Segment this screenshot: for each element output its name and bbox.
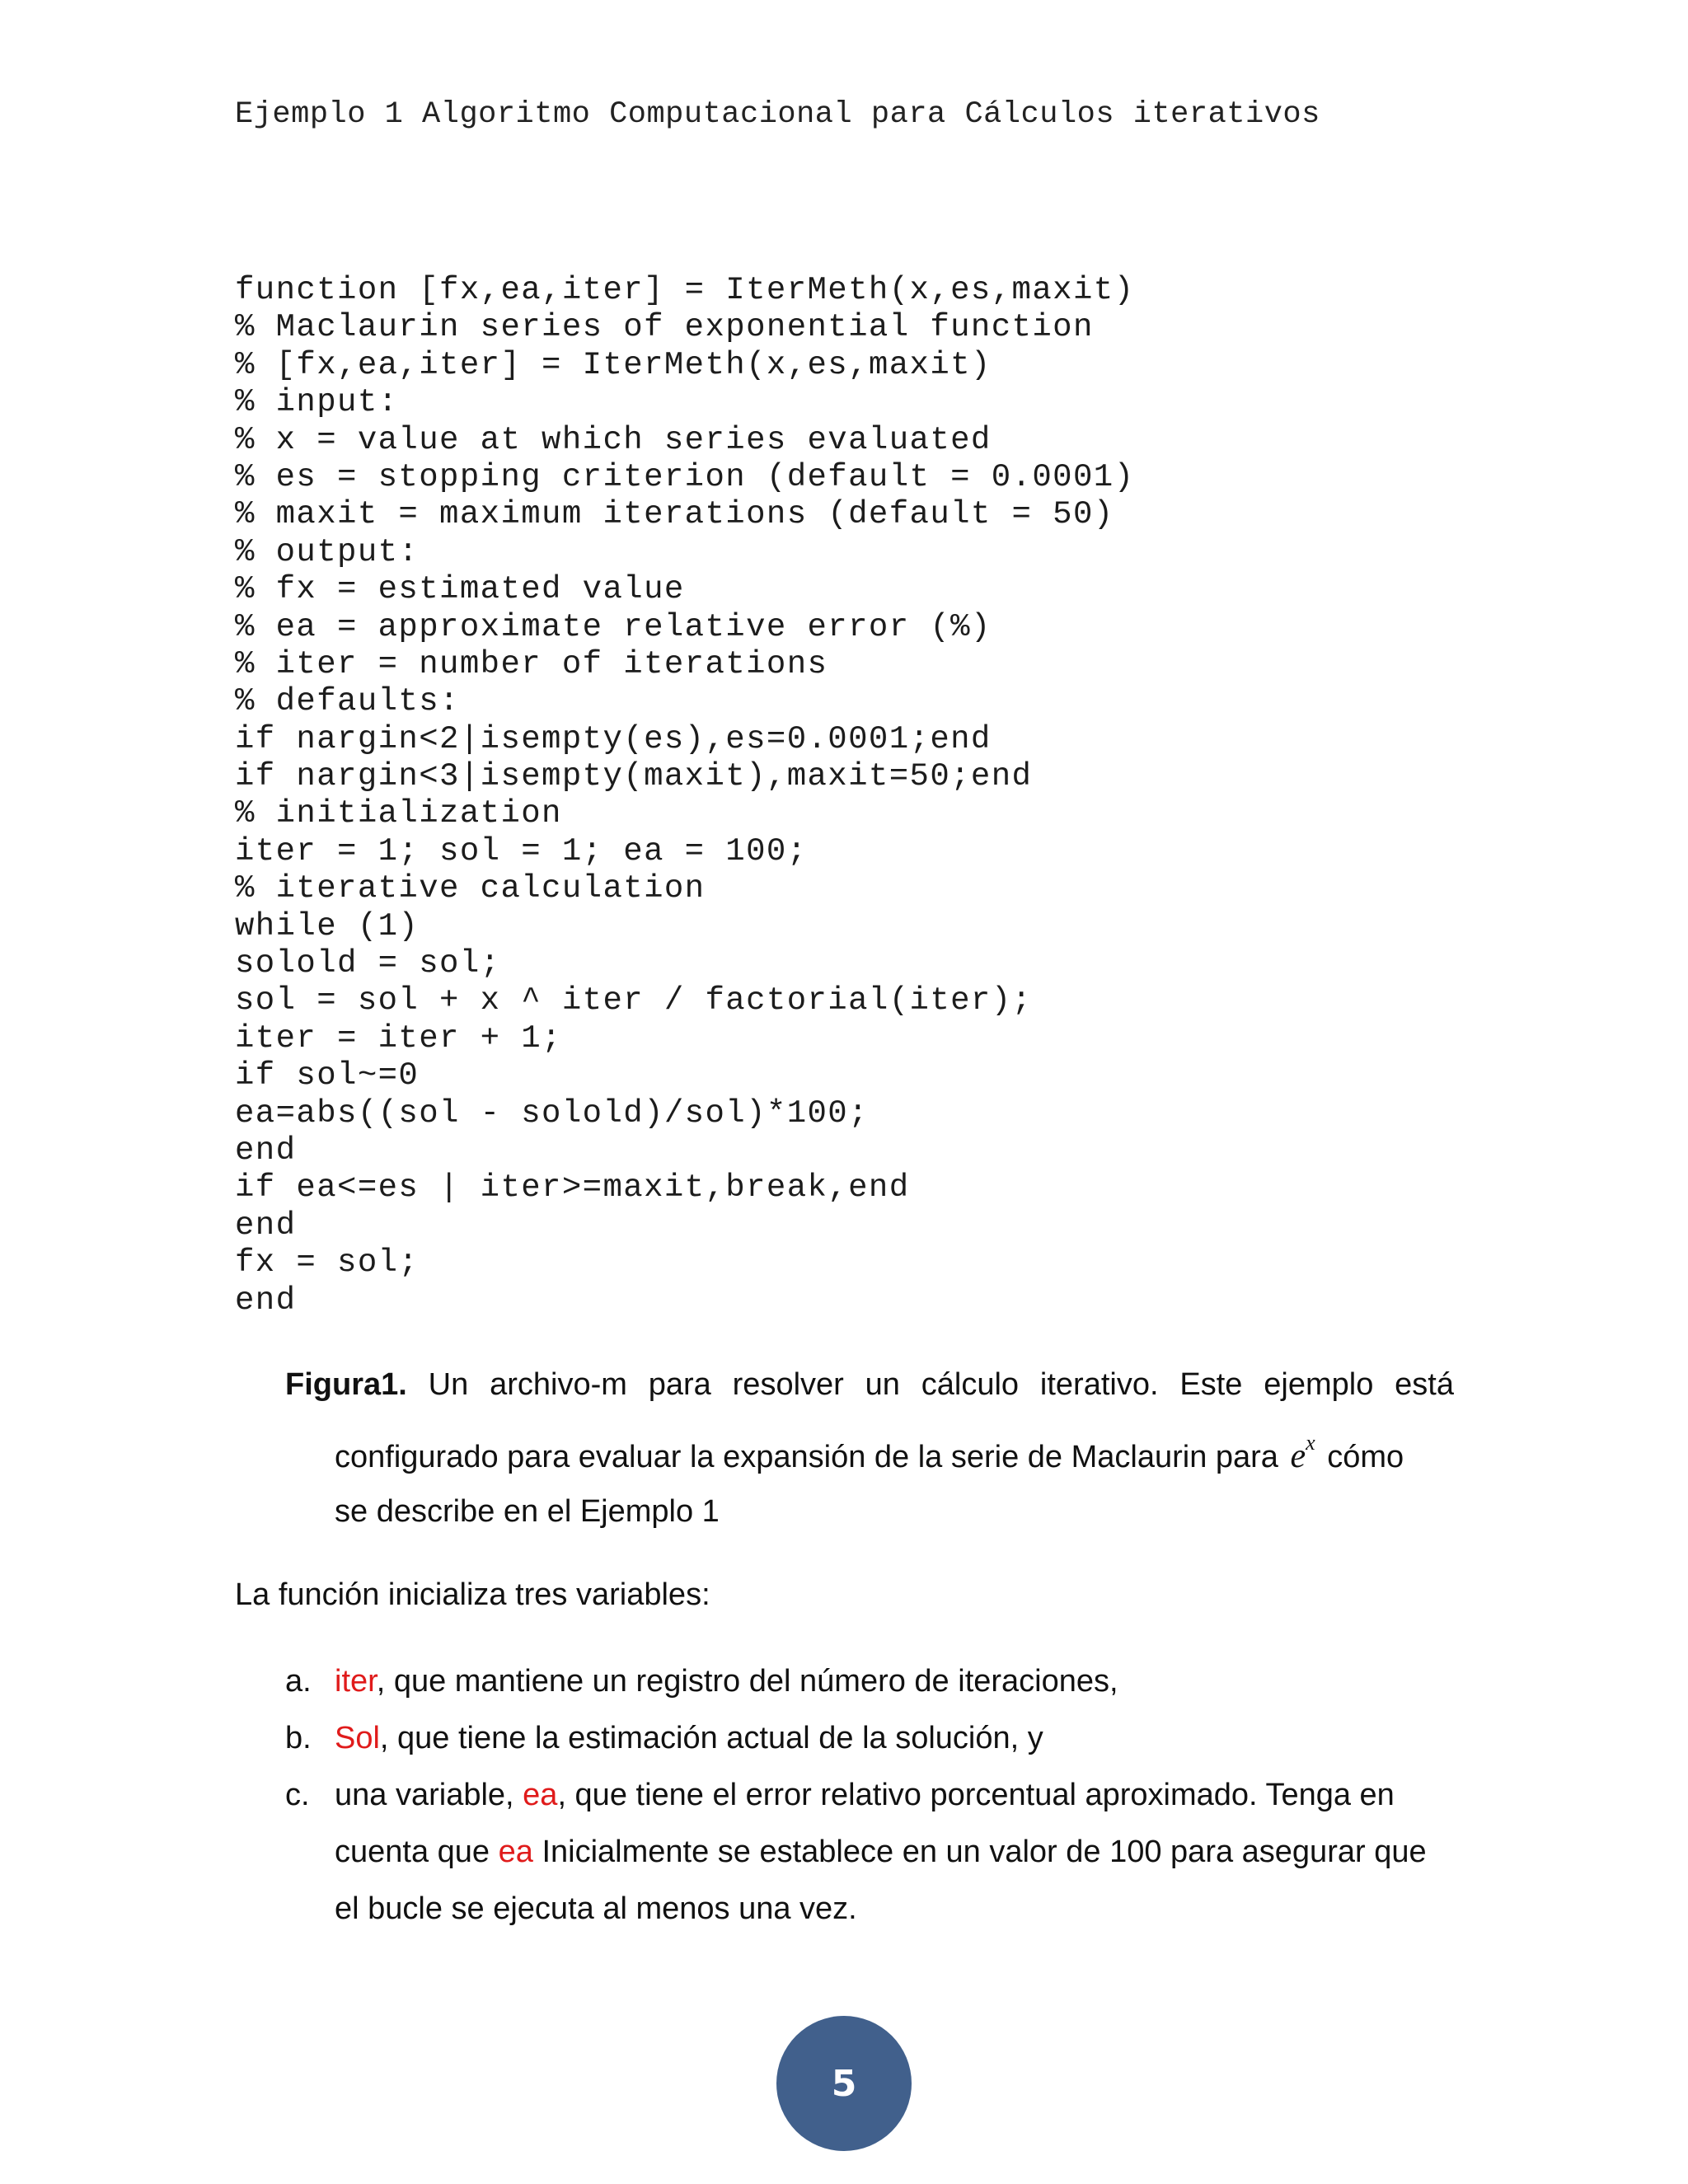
code-line: if sol~=0 — [235, 1057, 420, 1094]
list-text: , que mantiene un registro del número de iteraciones, — [376, 1664, 1118, 1699]
code-line: % maxit = maximum iterations (default = 50) — [235, 496, 1114, 533]
figure-caption — [285, 1361, 1454, 1539]
code-line: if ea<=es | iter>=maxit,break,end — [235, 1169, 910, 1207]
code-line: if nargin<2|isempty(es),es=0.0001;end — [235, 720, 992, 757]
code-line: % x = value at which series evaluated — [235, 421, 992, 458]
intro-paragraph: La función inicializa tres variables: — [235, 1577, 710, 1612]
list-item — [285, 1767, 1456, 1938]
code-line: % initialization — [235, 795, 562, 832]
code-line: % [fx,ea,iter] = IterMeth(x,es,maxit) — [235, 346, 992, 383]
code-line: iter = 1; sol = 1; ea = 100; — [235, 832, 808, 869]
caption-line-1 — [285, 1361, 1454, 1408]
code-line: sol = sol + x ^ iter / factorial(iter); — [235, 982, 1033, 1019]
list-text: una variable, — [335, 1778, 523, 1812]
list-text: , que tiene el error relativo porcentual aproximado. Tenga en cuenta que — [335, 1778, 1395, 1869]
var-ea: ea — [523, 1778, 558, 1812]
caption-label: Figura1. — [285, 1367, 407, 1402]
code-line: ea=abs((sol - solold)/sol)*100; — [235, 1094, 869, 1132]
code-line: % iterative calculation — [235, 870, 706, 907]
exp-base: e — [1290, 1437, 1306, 1475]
code-line: % Maclaurin series of exponential function — [235, 309, 1094, 346]
caption-text-2b: cómo — [1327, 1440, 1404, 1474]
code-line: end — [235, 1282, 297, 1319]
list-marker: b. — [285, 1721, 312, 1755]
caption-text-2: configurado para evaluar la expansión de la serie de Maclaurin para — [335, 1440, 1278, 1474]
exponential-formula — [1287, 1431, 1319, 1475]
code-line: solold = sol; — [235, 945, 501, 982]
exp-power: x — [1306, 1431, 1315, 1455]
code-line: iter = iter + 1; — [235, 1019, 562, 1057]
list-text: , que tiene la estimación actual de la solución, y — [379, 1721, 1043, 1755]
list-item — [285, 1653, 1456, 1710]
variables-list — [285, 1653, 1456, 1938]
code-line: % defaults: — [235, 683, 460, 720]
code-line: % input: — [235, 384, 399, 421]
list-marker: a. — [285, 1664, 312, 1699]
code-line: % ea = approximate relative error (%) — [235, 608, 992, 645]
code-line: % fx = estimated value — [235, 571, 685, 608]
caption-text-1: Un archivo-m para resolver un cálculo iterativo. Este ejemplo está — [428, 1367, 1455, 1402]
code-line: end — [235, 1207, 297, 1244]
caption-line-2 — [335, 1421, 1454, 1484]
list-marker: c. — [285, 1778, 310, 1812]
var-iter: iter — [335, 1664, 377, 1699]
list-text: Inicialmente se establece en un valor de 100 para asegurar que el bucle se ejecuta al menos una vez. — [335, 1835, 1427, 1926]
page-header: Ejemplo 1 Algoritmo Computacional para Cálculos iterativos — [235, 97, 1320, 132]
caption-line-3: se describe en el Ejemplo 1 — [335, 1494, 720, 1529]
code-line: % es = stopping criterion (default = 0.0001) — [235, 458, 1135, 495]
page-number-badge: 5 — [776, 2016, 912, 2151]
list-item — [285, 1710, 1456, 1767]
caption-continuation — [285, 1421, 1454, 1539]
code-line: while (1) — [235, 907, 420, 944]
code-line: function [fx,ea,iter] = IterMeth(x,es,maxit) — [235, 272, 1135, 308]
code-listing — [235, 272, 1134, 1319]
var-sol: Sol — [335, 1721, 380, 1755]
code-line: % output: — [235, 533, 420, 570]
code-line: fx = sol; — [235, 1244, 420, 1282]
var-ea: ea — [498, 1835, 533, 1869]
code-line: if nargin<3|isempty(maxit),maxit=50;end — [235, 758, 1033, 795]
code-line: end — [235, 1132, 297, 1169]
code-line: % iter = number of iterations — [235, 645, 828, 682]
